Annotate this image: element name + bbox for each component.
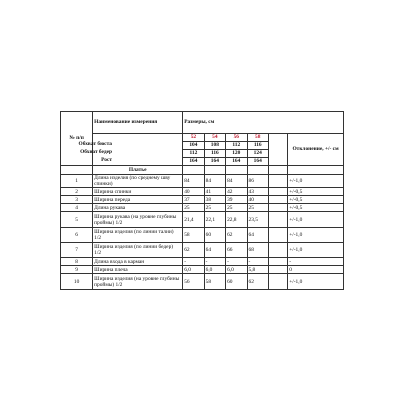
deviation-header: Отклонение, +/- см bbox=[288, 134, 344, 166]
size-value: 5,8 bbox=[247, 266, 268, 274]
sizes-header: Размеры, см bbox=[183, 112, 344, 134]
table-row bbox=[61, 212, 344, 228]
table-row bbox=[61, 258, 344, 266]
size-value: 37 bbox=[183, 196, 204, 204]
measurement-name: Длина изделия (по среднему шву спинки) bbox=[93, 175, 183, 188]
size-value: 62 bbox=[183, 243, 204, 258]
size-value: 60 bbox=[226, 274, 247, 290]
measurement-name: Ширина рукава (на уровне глубины проймы) 1/2 bbox=[93, 212, 183, 228]
measurement-name-header: Наименование измерения bbox=[93, 112, 183, 134]
size-value: 6,0 bbox=[183, 266, 204, 274]
row-number: 4 bbox=[61, 204, 93, 212]
deviation-value: +/-1,0 bbox=[288, 175, 344, 188]
size-value: - bbox=[226, 258, 247, 266]
height-row: 164 164 164 164 bbox=[61, 158, 344, 166]
measurement-name: Ширина спинки bbox=[93, 188, 183, 196]
size-value: 40 bbox=[183, 188, 204, 196]
size-value: 38 bbox=[204, 196, 225, 204]
deviation-value: +/-1,0 bbox=[288, 243, 344, 258]
deviation-value: 0 bbox=[288, 266, 344, 274]
measurement-name: Длина входа в карман bbox=[93, 258, 183, 266]
row-number: 9 bbox=[61, 266, 93, 274]
size-value: 6,0 bbox=[204, 266, 225, 274]
table-row bbox=[61, 266, 344, 274]
deviation-value: +/-1,0 bbox=[288, 274, 344, 290]
size-value: 60 bbox=[204, 228, 225, 243]
size-value: 58 bbox=[183, 228, 204, 243]
table-row bbox=[61, 196, 344, 204]
size-value: 84 bbox=[226, 175, 247, 188]
size-value: 43 bbox=[247, 188, 268, 196]
size-label: 52 bbox=[183, 134, 204, 142]
measurement-name: Ширина изделия (на уровне глубины проймы) 1/2 bbox=[93, 274, 183, 290]
table-row bbox=[61, 274, 344, 290]
measurement-name: Ширина плеча bbox=[93, 266, 183, 274]
size-value: 64 bbox=[204, 243, 225, 258]
size-value: 42 bbox=[226, 188, 247, 196]
measurement-name: Ширина изделия (по линии бедер) 1/2 bbox=[93, 243, 183, 258]
row-number: 2 bbox=[61, 188, 93, 196]
table-row bbox=[61, 228, 344, 243]
bust-row: 104 108 112 116 bbox=[61, 142, 344, 150]
size-value: 40 bbox=[247, 196, 268, 204]
size-value: - bbox=[204, 258, 225, 266]
size-chart-table bbox=[60, 111, 344, 290]
deviation-value: +/-1,0 bbox=[288, 228, 344, 243]
number-header: № п/п bbox=[61, 112, 93, 166]
hips-row: 112 116 120 124 bbox=[61, 150, 344, 158]
size-value: 39 bbox=[226, 196, 247, 204]
size-value: 21,4 bbox=[183, 212, 204, 228]
table-row bbox=[61, 204, 344, 212]
row-number: 6 bbox=[61, 228, 93, 243]
size-value: 62 bbox=[247, 274, 268, 290]
measurement-name: Ширина изделия (по линии талии) 1/2 bbox=[93, 228, 183, 243]
size-value: 66 bbox=[226, 243, 247, 258]
size-value: 64 bbox=[247, 228, 268, 243]
size-label: 54 bbox=[204, 134, 225, 142]
size-value: 25 bbox=[226, 204, 247, 212]
size-value: - bbox=[183, 258, 204, 266]
measurement-name: Ширина переда bbox=[93, 196, 183, 204]
size-value: 41 bbox=[204, 188, 225, 196]
deviation-value: +/-1,0 bbox=[288, 212, 344, 228]
table-row bbox=[61, 188, 344, 196]
body-measure-label: Рост bbox=[101, 157, 112, 163]
body-measure-label: Обхват бедер bbox=[80, 149, 112, 155]
row-number: 10 bbox=[61, 274, 93, 290]
row-number: 3 bbox=[61, 196, 93, 204]
size-value: 23,5 bbox=[247, 212, 268, 228]
size-label: 58 bbox=[247, 134, 268, 142]
deviation-value: +/-0,5 bbox=[288, 204, 344, 212]
size-value: 22,8 bbox=[226, 212, 247, 228]
size-value: 58 bbox=[204, 274, 225, 290]
row-number: 7 bbox=[61, 243, 93, 258]
table-row bbox=[61, 175, 344, 188]
size-value: 6,0 bbox=[226, 266, 247, 274]
size-value: 22,1 bbox=[204, 212, 225, 228]
table-row bbox=[61, 243, 344, 258]
size-value: 25 bbox=[183, 204, 204, 212]
section-title: Платье bbox=[93, 166, 183, 175]
deviation-value: +/-0,5 bbox=[288, 188, 344, 196]
deviation-value: - bbox=[288, 258, 344, 266]
size-value: 25 bbox=[247, 204, 268, 212]
size-value: - bbox=[247, 258, 268, 266]
size-value: 56 bbox=[183, 274, 204, 290]
size-value: 84 bbox=[204, 175, 225, 188]
deviation-value: +/-0,5 bbox=[288, 196, 344, 204]
size-value: 84 bbox=[183, 175, 204, 188]
header-row bbox=[61, 112, 344, 134]
measurement-name: Длина рукава bbox=[93, 204, 183, 212]
size-label: 56 bbox=[226, 134, 247, 142]
row-number: 5 bbox=[61, 212, 93, 228]
row-number: 1 bbox=[61, 175, 93, 188]
size-value: 86 bbox=[247, 175, 268, 188]
size-value: 68 bbox=[247, 243, 268, 258]
section-row bbox=[61, 166, 344, 175]
size-value: 25 bbox=[204, 204, 225, 212]
size-value: 62 bbox=[226, 228, 247, 243]
body-measure-label: Обхват бюста bbox=[78, 141, 112, 147]
row-number: 8 bbox=[61, 258, 93, 266]
